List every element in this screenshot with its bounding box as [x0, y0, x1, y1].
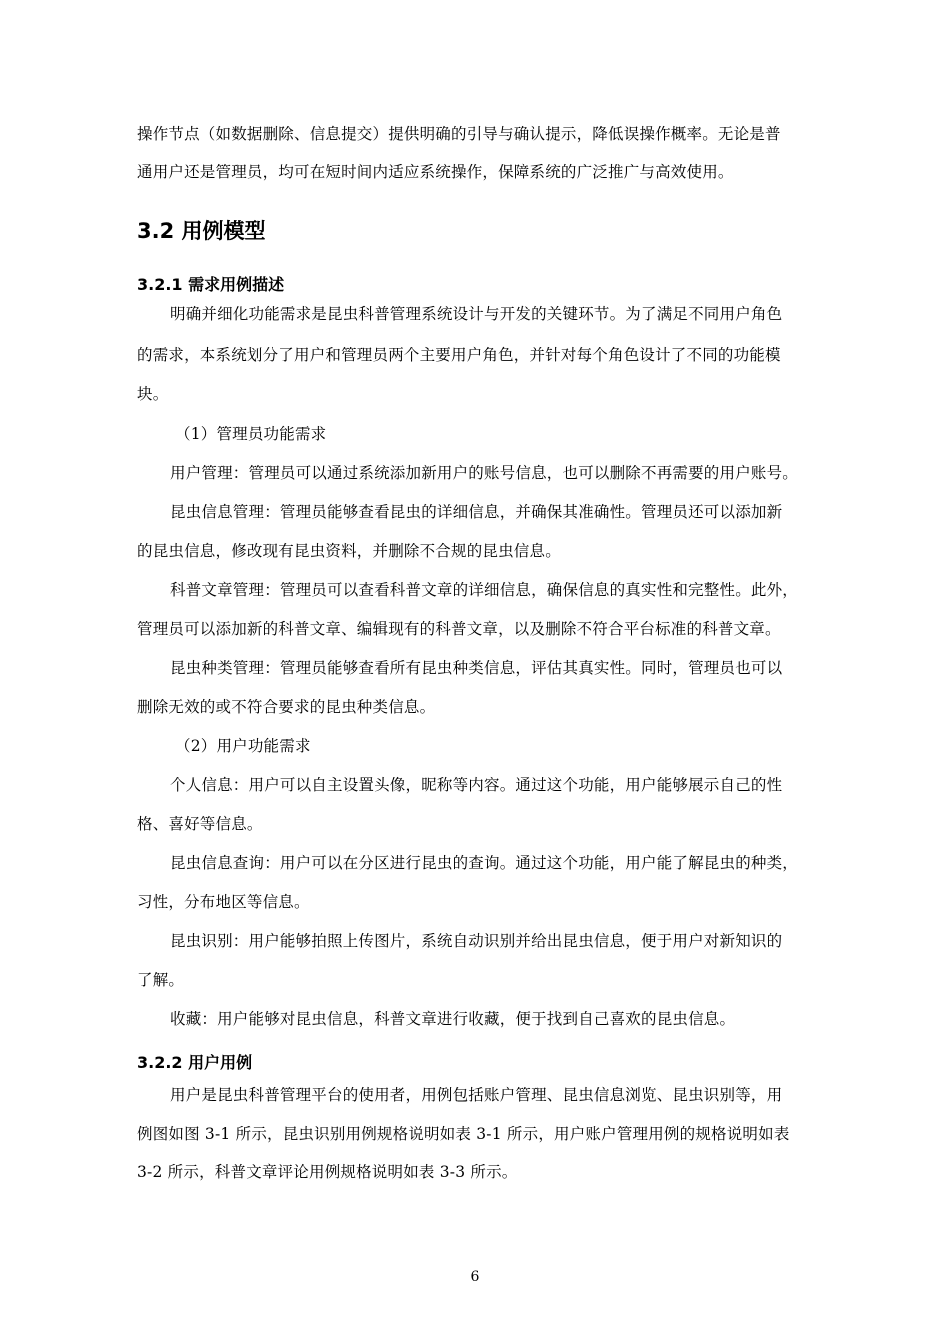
user-requirements-title: （2）用户功能需求 — [175, 737, 311, 755]
user-profile-line-2: 格、喜好等信息。 — [137, 815, 263, 833]
admin-article-line-2: 管理员可以添加新的科普文章、编辑现有的科普文章，以及删除不符合平台标准的科普文章。 — [137, 620, 781, 638]
admin-insect-info-line-1: 昆虫信息管理：管理员能够查看昆虫的详细信息，并确保其准确性。管理员还可以添加新 — [170, 503, 783, 521]
admin-insect-info-line-2: 的昆虫信息，修改现有昆虫资料，并删除不合规的昆虫信息。 — [137, 542, 561, 560]
page-number: 6 — [470, 1269, 480, 1285]
admin-species-line-2: 删除无效的或不符合要求的昆虫种类信息。 — [137, 698, 436, 716]
intro-line-2: 通用户还是管理员，均可在短时间内适应系统操作，保障系统的广泛推广与高效使用。 — [137, 163, 734, 181]
user-query-line-2: 习性，分布地区等信息。 — [137, 893, 310, 911]
user-query-line-1: 昆虫信息查询：用户可以在分区进行昆虫的查询。通过这个功能，用户能了解昆虫的种类， — [170, 854, 799, 872]
user-favorite: 收藏：用户能够对昆虫信息，科普文章进行收藏，便于找到自己喜欢的昆虫信息。 — [170, 1010, 736, 1028]
admin-species-line-1: 昆虫种类管理：管理员能够查看所有昆虫种类信息，评估其真实性。同时，管理员也可以 — [170, 659, 783, 677]
requirements-para-line-1: 明确并细化功能需求是昆虫科普管理系统设计与开发的关键环节。为了满足不同用户角色 — [170, 305, 783, 323]
section-heading-3-2-1: 3.2.1 需求用例描述 — [137, 275, 285, 294]
intro-line-1: 操作节点（如数据删除、信息提交）提供明确的引导与确认提示，降低误操作概率。无论是普 — [137, 125, 781, 143]
admin-user-management: 用户管理：管理员可以通过系统添加新用户的账号信息，也可以删除不再需要的用户账号。 — [170, 464, 799, 482]
user-identify-line-1: 昆虫识别：用户能够拍照上传图片，系统自动识别并给出昆虫信息，便于用户对新知识的 — [170, 932, 783, 950]
user-usecase-para-line-2: 例图如图 3-1 所示，昆虫识别用例规格说明如表 3-1 所示，用户账户管理用例的规格说明如表 — [137, 1125, 790, 1143]
admin-article-line-1: 科普文章管理：管理员可以查看科普文章的详细信息，确保信息的真实性和完整性。此外， — [170, 581, 799, 599]
section-heading-3-2-2: 3.2.2 用户用例 — [137, 1053, 253, 1072]
user-profile-line-1: 个人信息：用户可以自主设置头像，昵称等内容。通过这个功能，用户能够展示自己的性 — [170, 776, 783, 794]
admin-requirements-title: （1）管理员功能需求 — [175, 425, 327, 443]
user-usecase-para-line-1: 用户是昆虫科普管理平台的使用者，用例包括账户管理、昆虫信息浏览、昆虫识别等，用 — [170, 1086, 783, 1104]
requirements-para-line-2: 的需求，本系统划分了用户和管理员两个主要用户角色，并针对每个角色设计了不同的功能模 — [137, 346, 781, 364]
user-usecase-para-line-3: 3-2 所示，科普文章评论用例规格说明如表 3-3 所示。 — [137, 1163, 518, 1181]
section-heading-3-2: 3.2 用例模型 — [137, 219, 266, 243]
user-identify-line-2: 了解。 — [137, 971, 185, 989]
requirements-para-line-3: 块。 — [137, 385, 169, 403]
